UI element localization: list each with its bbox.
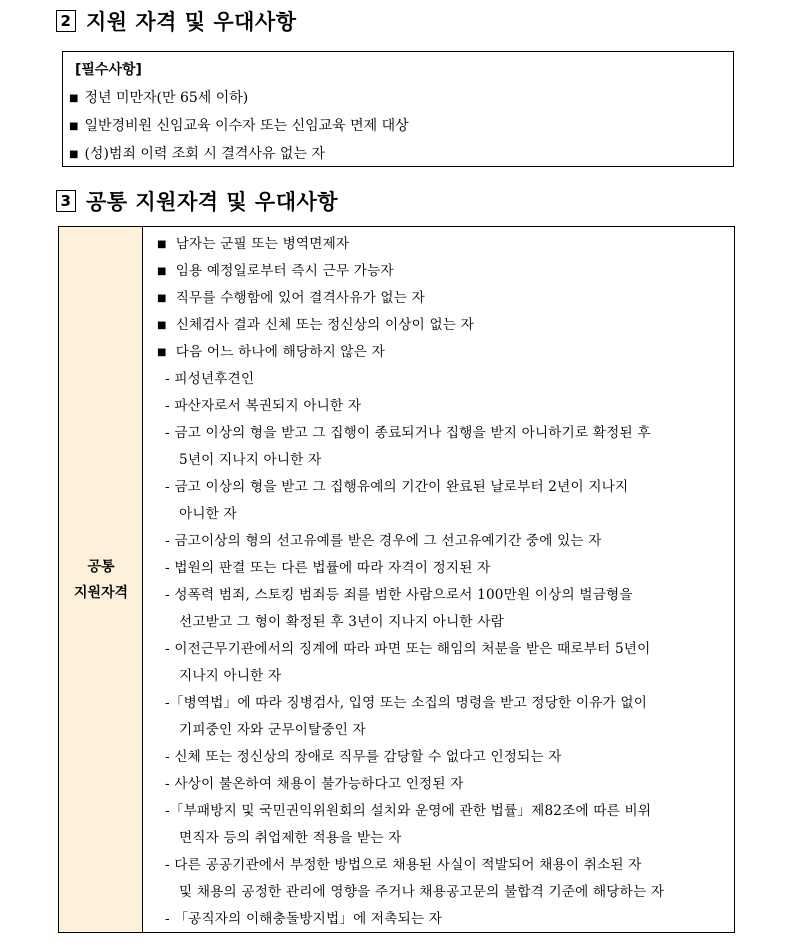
- list-item: - 피성년후견인: [165, 371, 255, 387]
- list-item-continuation: 기피중인 자와 군무이탈중인 자: [179, 722, 366, 738]
- bullet-square-icon: ■: [157, 293, 167, 304]
- list-item: - 금고 이상의 형을 받고 그 집행유예의 기간이 완료된 날로부터 2년이 지나지: [165, 479, 629, 495]
- section-3-heading: [56, 186, 338, 216]
- bullet-square-icon: ■: [69, 149, 79, 160]
- list-item: ■ 직무를 수행함에 있어 결격사유가 없는 자: [157, 290, 425, 306]
- list-item: - 금고이상의 형의 선고유예를 받은 경우에 그 선고유예기간 중에 있는 자: [165, 533, 602, 549]
- section-3-title: 공통 지원자격 및 우대사항: [86, 190, 339, 214]
- list-item-continuation: 아니한 자: [179, 506, 237, 522]
- list-item: - 다른 공공기관에서 부정한 방법으로 채용된 사실이 적발되어 채용이 취소된 자: [165, 857, 642, 873]
- list-item-continuation: 5년이 지나지 아니한 자: [179, 452, 322, 468]
- list-item: - 금고 이상의 형을 받고 그 집행이 종료되거나 집행을 받지 아니하기로 확정된 후: [165, 425, 651, 441]
- list-item: - 법원의 판결 또는 다른 법률에 따라 자격이 정지된 자: [165, 560, 491, 576]
- bullet-square-icon: ■: [157, 266, 167, 277]
- section-2-title: 지원 자격 및 우대사항: [86, 10, 297, 34]
- list-item-continuation: 지나지 아니한 자: [179, 668, 282, 684]
- list-item-continuation: 및 채용의 공정한 관리에 영향을 주거나 채용공고문의 불합격 기준에 해당하는 자: [179, 884, 665, 900]
- list-item: ■ 남자는 군필 또는 병역면제자: [157, 236, 350, 252]
- list-item: - 파산자로서 복권되지 아니한 자: [165, 398, 362, 414]
- list-item: ■ 임용 예정일로부터 즉시 근무 가능자: [157, 263, 394, 279]
- section-number-box: 2: [56, 10, 76, 32]
- list-item: ■ (성)범죄 이력 조회 시 결격사유 없는 자: [69, 146, 325, 162]
- list-item: -「부패방지 및 국민권익위원회의 설치와 운영에 관한 법률」제82조에 따른 비위: [165, 803, 652, 819]
- bullet-square-icon: ■: [157, 347, 167, 358]
- bullet-square-icon: ■: [157, 320, 167, 331]
- list-item-continuation: 선고받고 그 형이 확정된 후 3년이 지나지 아니한 사람: [179, 614, 504, 630]
- list-item: ■ 정년 미만자(만 65세 이하): [69, 90, 249, 106]
- required-title: [필수사항]: [75, 62, 142, 78]
- table-label: 공통 지원자격: [73, 559, 129, 601]
- list-item: ■ 다음 어느 하나에 해당하지 않은 자: [157, 344, 385, 360]
- list-item: ■ 일반경비원 신임교육 이수자 또는 신임교육 면제 대상: [69, 118, 409, 134]
- bullet-square-icon: ■: [157, 239, 167, 250]
- list-item: - 이전근무기관에서의 징계에 따라 파면 또는 해임의 처분을 받은 때로부터 5년이: [165, 641, 651, 657]
- list-item: - 사상이 불온하여 채용이 불가능하다고 인정된 자: [165, 776, 464, 792]
- table-label-cell: [59, 227, 143, 932]
- bullet-square-icon: ■: [69, 93, 79, 104]
- list-item: -「병역법」에 따라 징병검사, 입영 또는 소집의 명령을 받고 정당한 이유가 없이: [165, 695, 648, 711]
- common-qualifications-table: [58, 226, 735, 933]
- list-item: ■ 신체검사 결과 신체 또는 정신상의 이상이 없는 자: [157, 317, 474, 333]
- section-2-heading: [56, 6, 297, 36]
- bullet-square-icon: ■: [69, 121, 79, 132]
- required-items-box: [62, 51, 734, 167]
- list-item: - 「공직자의 이해충돌방지법」에 저촉되는 자: [165, 911, 443, 927]
- section-number-box: 3: [56, 190, 76, 212]
- list-item: - 신체 또는 정신상의 장애로 직무를 감당할 수 없다고 인정되는 자: [165, 749, 562, 765]
- list-item: - 성폭력 범죄, 스토킹 범죄등 죄를 범한 사람으로서 100만원 이상의 벌금형을: [165, 587, 633, 603]
- list-item-continuation: 면직자 등의 취업제한 적용을 받는 자: [179, 830, 402, 846]
